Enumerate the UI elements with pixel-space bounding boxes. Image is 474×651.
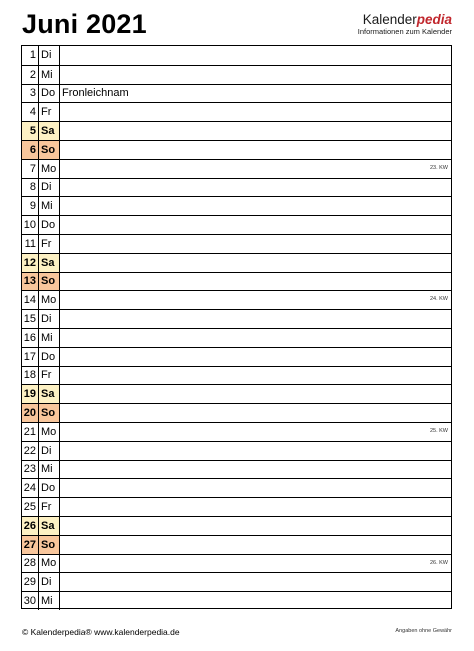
calendar-table	[21, 45, 452, 609]
brand-logo	[358, 12, 452, 36]
day-row	[22, 572, 451, 591]
day-row	[22, 159, 451, 178]
weekday-abbr: So	[39, 404, 60, 422]
day-note[interactable]	[60, 310, 451, 328]
brand-name	[358, 12, 452, 27]
day-number: 22	[22, 442, 39, 460]
day-note[interactable]	[60, 367, 451, 385]
day-row	[22, 422, 451, 441]
day-note[interactable]	[60, 291, 451, 309]
day-number: 2	[22, 66, 39, 84]
day-row	[22, 328, 451, 347]
footer-copyright: © Kalenderpedia® www.kalenderpedia.de	[22, 627, 180, 637]
weekday-abbr: Mi	[39, 197, 60, 215]
day-row	[22, 140, 451, 159]
day-row	[22, 102, 451, 121]
day-row	[22, 478, 451, 497]
day-note[interactable]	[60, 423, 451, 441]
day-number: 30	[22, 592, 39, 610]
day-row	[22, 591, 451, 610]
day-note[interactable]	[60, 254, 451, 272]
day-row	[22, 46, 451, 65]
day-note[interactable]: Fronleichnam	[62, 87, 129, 100]
day-number: 28	[22, 555, 39, 573]
day-number: 16	[22, 329, 39, 347]
weekday-abbr: Fr	[39, 367, 60, 385]
weekday-abbr: Mo	[39, 423, 60, 441]
day-note[interactable]	[60, 404, 451, 422]
day-note[interactable]	[60, 46, 451, 65]
day-note[interactable]	[60, 442, 451, 460]
day-row	[22, 178, 451, 197]
day-number: 1	[22, 46, 39, 65]
weekday-abbr: Fr	[39, 498, 60, 516]
weekday-abbr: So	[39, 536, 60, 554]
day-row	[22, 196, 451, 215]
day-note[interactable]	[60, 197, 451, 215]
day-row	[22, 253, 451, 272]
day-row	[22, 215, 451, 234]
day-note[interactable]	[60, 498, 451, 516]
day-number: 10	[22, 216, 39, 234]
weekday-abbr: Sa	[39, 122, 60, 140]
weekday-abbr: Di	[39, 46, 60, 65]
day-note[interactable]	[60, 573, 451, 591]
weekday-abbr: Do	[39, 479, 60, 497]
day-note[interactable]	[60, 592, 451, 610]
weekday-abbr: Mo	[39, 160, 60, 178]
weekday-abbr: Do	[39, 216, 60, 234]
brand-tagline: Informationen zum Kalender	[357, 27, 452, 36]
day-row	[22, 84, 451, 103]
day-note[interactable]	[60, 141, 451, 159]
day-number: 9	[22, 197, 39, 215]
weekday-abbr: Di	[39, 573, 60, 591]
day-row	[22, 65, 451, 84]
calendar-week-label: 23. KW	[429, 164, 448, 171]
day-row	[22, 384, 451, 403]
weekday-abbr: Do	[39, 348, 60, 366]
day-number: 17	[22, 348, 39, 366]
day-number: 4	[22, 103, 39, 121]
weekday-abbr: Mi	[39, 66, 60, 84]
day-note[interactable]	[60, 273, 451, 291]
day-note[interactable]	[60, 66, 451, 84]
day-number: 23	[22, 461, 39, 479]
weekday-abbr: Mi	[39, 592, 60, 610]
day-note[interactable]	[60, 479, 451, 497]
day-note[interactable]	[60, 216, 451, 234]
day-row	[22, 347, 451, 366]
day-row	[22, 272, 451, 291]
day-row	[22, 441, 451, 460]
weekday-abbr: Mo	[39, 555, 60, 573]
day-number: 20	[22, 404, 39, 422]
day-number: 13	[22, 273, 39, 291]
day-note[interactable]	[60, 461, 451, 479]
day-note[interactable]	[60, 103, 451, 121]
day-row	[22, 460, 451, 479]
day-row	[22, 554, 451, 573]
day-number: 15	[22, 310, 39, 328]
day-note[interactable]	[60, 179, 451, 197]
day-number: 7	[22, 160, 39, 178]
day-number: 21	[22, 423, 39, 441]
day-number: 5	[22, 122, 39, 140]
day-row	[22, 234, 451, 253]
weekday-abbr: Sa	[39, 517, 60, 535]
day-row	[22, 516, 451, 535]
day-note[interactable]	[60, 160, 451, 178]
weekday-abbr: So	[39, 141, 60, 159]
day-number: 11	[22, 235, 39, 253]
day-note[interactable]	[60, 536, 451, 554]
weekday-abbr: So	[39, 273, 60, 291]
day-row	[22, 309, 451, 328]
day-row	[22, 366, 451, 385]
weekday-abbr: Mi	[39, 461, 60, 479]
day-note[interactable]	[60, 385, 451, 403]
day-number: 8	[22, 179, 39, 197]
weekday-abbr: Fr	[39, 235, 60, 253]
page-title: Juni 2021	[22, 9, 147, 39]
day-number: 14	[22, 291, 39, 309]
day-number: 3	[22, 85, 39, 103]
day-number: 25	[22, 498, 39, 516]
day-number: 18	[22, 367, 39, 385]
calendar-week-label: 25. KW	[429, 428, 448, 434]
day-note[interactable]	[60, 122, 451, 140]
weekday-abbr: Di	[39, 310, 60, 328]
day-note[interactable]	[60, 329, 451, 347]
day-number: 12	[22, 254, 39, 272]
weekday-abbr: Sa	[39, 254, 60, 272]
day-number: 27	[22, 536, 39, 554]
brand-name-accent: pedia	[416, 12, 452, 27]
weekday-abbr: Sa	[39, 385, 60, 403]
day-number: 6	[22, 141, 39, 159]
weekday-abbr: Mo	[39, 291, 60, 309]
footer-disclaimer: Angaben ohne Gewähr	[395, 628, 452, 634]
day-note[interactable]	[60, 517, 451, 535]
day-row	[22, 403, 451, 422]
weekday-abbr: Mi	[39, 329, 60, 347]
day-note[interactable]	[60, 235, 451, 253]
day-row	[22, 121, 451, 140]
brand-name-plain: Kalender	[362, 12, 417, 27]
day-note[interactable]	[60, 348, 451, 366]
day-row	[22, 497, 451, 516]
day-number: 24	[22, 479, 39, 497]
weekday-abbr: Di	[39, 442, 60, 460]
day-note[interactable]	[60, 555, 451, 573]
weekday-abbr: Fr	[39, 103, 60, 121]
weekday-abbr: Do	[39, 85, 60, 103]
calendar-week-label: 26. KW	[429, 559, 448, 566]
weekday-abbr: Di	[39, 179, 60, 197]
calendar-week-label: 24. KW	[429, 296, 448, 303]
day-row	[22, 290, 451, 309]
day-number: 26	[22, 517, 39, 535]
day-row	[22, 535, 451, 554]
day-number: 19	[22, 385, 39, 403]
day-number: 29	[22, 573, 39, 591]
